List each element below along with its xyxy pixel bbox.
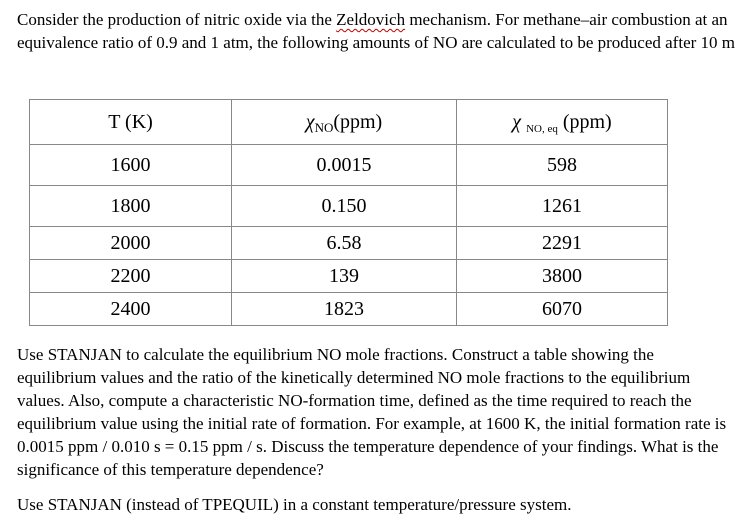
cell-no-eq: 6070: [457, 293, 668, 326]
header-no-eq-ppm: [457, 100, 668, 145]
intro-text-after: mechanism. For methane–air combustion at an equivalence ratio of 0.9 and 1 atm, the following amounts of NO are calculated to be produced after 10 m: [17, 10, 736, 52]
cell-temperature: 2400: [30, 293, 232, 326]
cell-no-eq: 3800: [457, 260, 668, 293]
table-row: [30, 260, 668, 293]
cell-temperature: 2200: [30, 260, 232, 293]
cell-no: 1823: [232, 293, 457, 326]
cell-no-eq: 2291: [457, 227, 668, 260]
cell-no: 0.150: [232, 186, 457, 227]
cell-no: 6.58: [232, 227, 457, 260]
header-temperature: T (K): [30, 100, 232, 145]
header-no-subscript: NO: [314, 119, 334, 135]
header-no-unit: (ppm): [333, 110, 383, 133]
cell-temperature: 1800: [30, 186, 232, 227]
table-header-row: [30, 100, 668, 145]
intro-text-before: Consider the production of nitric oxide via the: [17, 10, 337, 29]
spellcheck-word: Zeldovich: [336, 10, 406, 29]
cell-temperature: 2000: [30, 227, 232, 260]
intro-paragraph: [17, 8, 742, 54]
cell-no-eq: 1261: [457, 186, 668, 227]
cell-temperature: 1600: [30, 145, 232, 186]
chi-symbol: χ: [512, 110, 522, 133]
no-data-table: [29, 99, 668, 326]
table-row: [30, 293, 668, 326]
header-noeq-subscript: NO, eq: [526, 122, 558, 135]
table-row: [30, 186, 668, 227]
header-noeq-unit: (ppm): [562, 110, 612, 133]
chi-symbol: χ: [305, 110, 315, 133]
header-no-ppm: [232, 100, 457, 145]
cell-no: 0.0015: [232, 145, 457, 186]
cell-no: 139: [232, 260, 457, 293]
note-paragraph: Use STANJAN (instead of TPEQUIL) in a constant temperature/pressure system.: [17, 495, 572, 514]
cell-no-eq: 598: [457, 145, 668, 186]
instructions-paragraph: Use STANJAN to calculate the equilibrium NO mole fractions. Construct a table showing the equilibrium values and the ratio of the kinetically determined NO mole fractions to the equilibrium values. Also, compute a characteristic NO-formation time, defined as the time required to reach the equilibrium value using the initial rate of formation. For example, at 1600 K, the initial formation rate is 0.0015 ppm / 0.010 s = 0.15 ppm / s. Discuss the temperature dependence of your findings. What is the significance of this temperature dependence?: [17, 345, 727, 479]
table-row: [30, 227, 668, 260]
table-row: [30, 145, 668, 186]
